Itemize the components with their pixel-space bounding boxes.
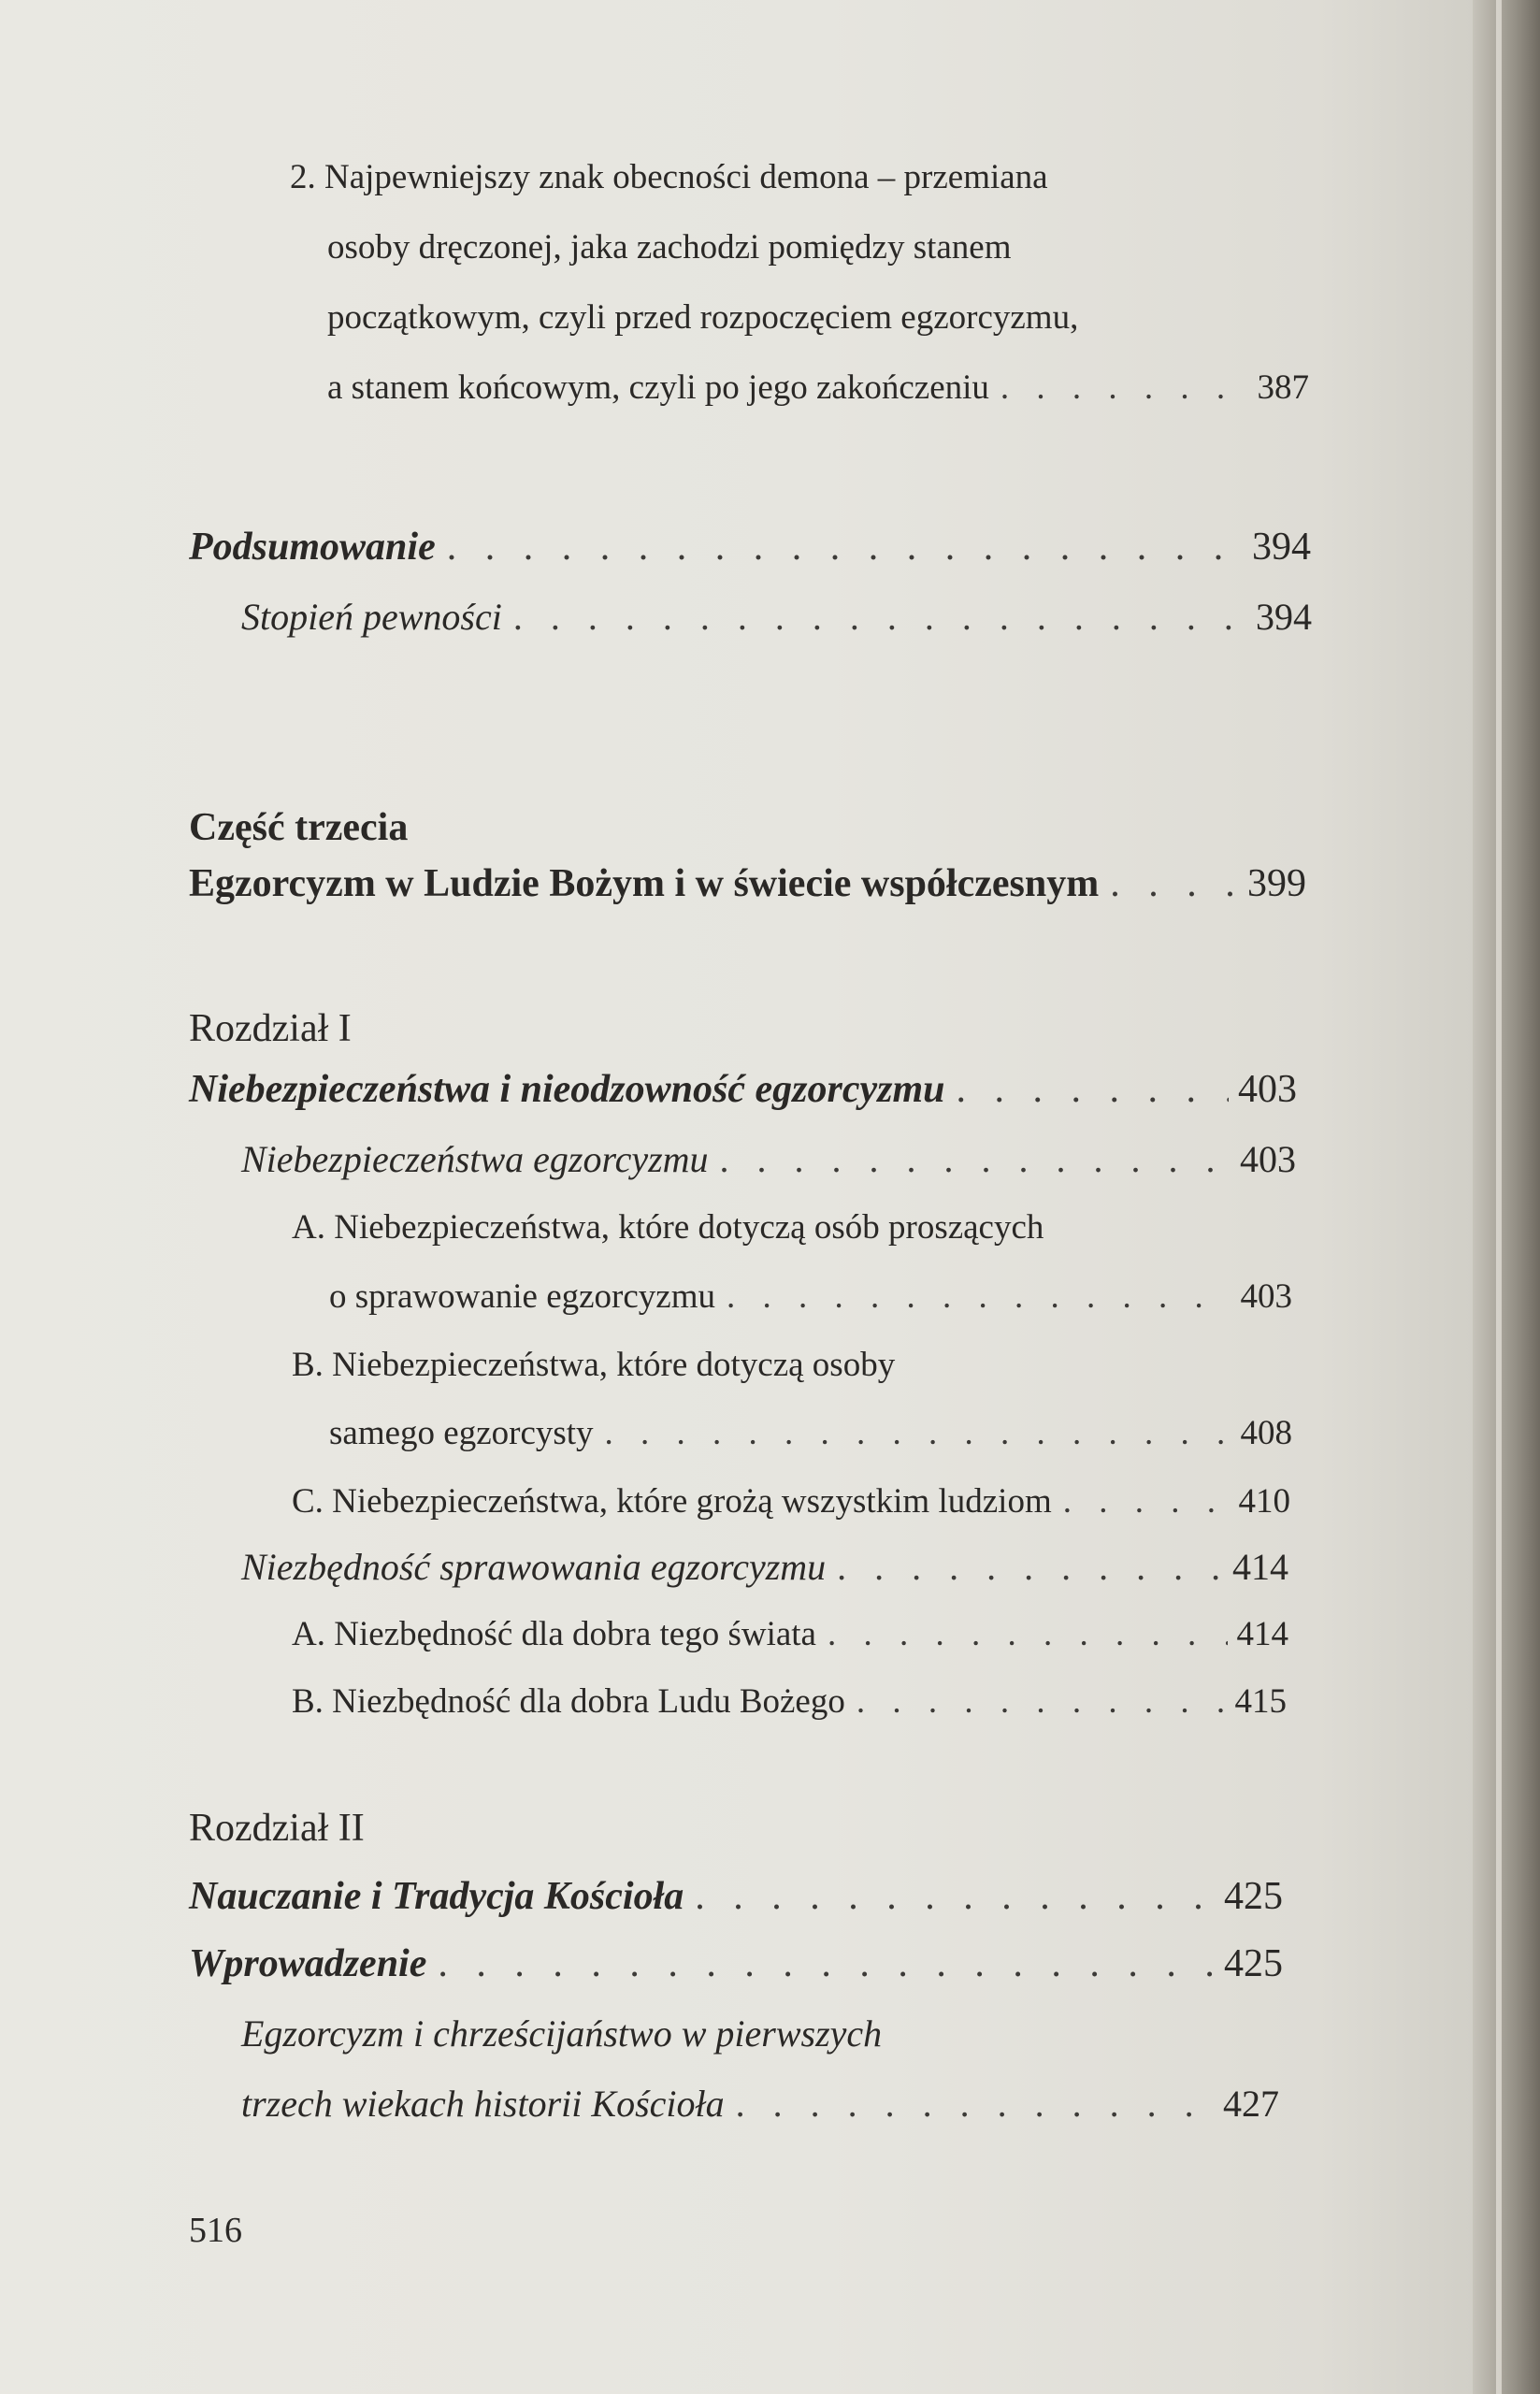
toc-entry xyxy=(292,1474,1290,1530)
toc-entry-line: osoby dręczonej, jaka zachodzi pomiędzy stanem xyxy=(327,228,1012,267)
toc-entry-part xyxy=(189,856,1306,912)
chapter-title: Niebezpieczeństwa i nieodzowność egzorcyzmu xyxy=(189,1068,945,1111)
subsection-line: o sprawowanie egzorcyzmu xyxy=(329,1277,715,1316)
chapter-heading: Rozdział I xyxy=(189,1007,352,1050)
page-number: 387 xyxy=(1257,368,1309,407)
leader-dots xyxy=(438,1936,1215,1992)
subsection-title: C. Niebezpieczeństwa, które grożą wszystkim ludziom xyxy=(292,1482,1052,1521)
part-heading: Część trzecia xyxy=(189,806,409,849)
toc-entry xyxy=(292,1674,1287,1730)
toc-entry-line: początkowym, czyli przed rozpoczęciem egzorcyzmu, xyxy=(327,298,1079,337)
toc-entry-text xyxy=(290,150,1318,206)
page-number: 414 xyxy=(1232,1546,1288,1588)
part-title: Egzorcyzm w Ludzie Bożym i w świecie współczesnym xyxy=(189,862,1100,905)
toc-entry-text xyxy=(327,220,1262,276)
subsection-line: samego egzorcysty xyxy=(329,1414,594,1452)
subsection-line: B. Niebezpieczeństwa, które dotyczą osoby xyxy=(292,1346,896,1384)
leader-dots xyxy=(1000,360,1248,416)
page-number: 410 xyxy=(1238,1482,1290,1521)
subsection-line: A. Niebezpieczeństwa, które dotyczą osób proszących xyxy=(292,1208,1044,1247)
toc-entry-podsumowanie xyxy=(189,519,1311,575)
toc-entry-chapter xyxy=(189,1868,1283,1925)
part-label xyxy=(189,800,937,856)
section-line: Egzorcyzm i chrześcijaństwo w pierwszych xyxy=(241,2012,883,2055)
page-number: 425 xyxy=(1224,1875,1283,1918)
toc-entry-title: Podsumowanie xyxy=(189,526,436,569)
toc-entry-title: Stopień pewności xyxy=(241,596,502,638)
page-number: 415 xyxy=(1234,1682,1287,1721)
leader-dots xyxy=(956,1061,1229,1118)
leader-dots xyxy=(727,1269,1231,1325)
next-page-edge xyxy=(1496,0,1502,2394)
toc-entry xyxy=(327,360,1309,416)
toc-entry-text xyxy=(327,290,1262,346)
page-number: 399 xyxy=(1247,862,1306,905)
toc-entry xyxy=(241,1132,1296,1188)
leader-dots xyxy=(1110,856,1238,912)
section-title: Wprowadzenie xyxy=(189,1942,427,1985)
leader-dots xyxy=(695,1868,1215,1925)
page-number: 403 xyxy=(1240,1277,1292,1316)
leader-dots xyxy=(856,1674,1226,1730)
chapter-heading: Rozdział II xyxy=(189,1807,365,1850)
toc-entry xyxy=(241,1539,1288,1595)
toc-entry-stopien xyxy=(241,589,1312,645)
page-number: 403 xyxy=(1238,1068,1297,1111)
toc-entry-text xyxy=(292,1337,1292,1393)
toc-entry-line: 2. Najpewniejszy znak obecności demona – przemiana xyxy=(290,158,1048,196)
section-line: trzech wiekach historii Kościoła xyxy=(241,2083,725,2125)
section-title: Niezbędność sprawowania egzorcyzmu xyxy=(241,1546,827,1588)
leader-dots xyxy=(605,1406,1231,1462)
leader-dots xyxy=(736,2076,1214,2132)
page-number: 427 xyxy=(1223,2083,1279,2125)
toc-entry-text xyxy=(292,1200,1292,1256)
toc-entry-chapter xyxy=(189,1061,1297,1118)
toc-entry xyxy=(292,1607,1288,1663)
toc-entry xyxy=(329,1269,1292,1325)
chapter-label xyxy=(189,1001,937,1057)
leader-dots xyxy=(513,589,1246,645)
page-number: 425 xyxy=(1224,1942,1283,1985)
section-title: Niebezpieczeństwa egzorcyzmu xyxy=(241,1138,709,1180)
leader-dots xyxy=(837,1539,1223,1595)
page-number: 394 xyxy=(1256,596,1312,638)
page-number: 394 xyxy=(1252,526,1311,569)
page-number: 408 xyxy=(1240,1414,1292,1452)
subsection-title: B. Niezbędność dla dobra Ludu Bożego xyxy=(292,1682,845,1721)
chapter-label xyxy=(189,1800,937,1856)
page-folio: 516 xyxy=(189,2211,242,2250)
toc-entry-line: a stanem końcowym, czyli po jego zakończeniu xyxy=(327,368,989,407)
leader-dots xyxy=(1063,1474,1230,1530)
toc-entry xyxy=(241,2076,1279,2132)
toc-entry xyxy=(189,1936,1283,1992)
page-number: 414 xyxy=(1236,1615,1288,1653)
leader-dots xyxy=(828,1607,1228,1663)
page-number: 403 xyxy=(1240,1138,1296,1180)
leader-dots xyxy=(720,1132,1231,1188)
chapter-title: Nauczanie i Tradycja Kościoła xyxy=(189,1875,684,1918)
toc-entry xyxy=(329,1406,1292,1462)
leader-dots xyxy=(447,519,1243,575)
subsection-title: A. Niezbędność dla dobra tego świata xyxy=(292,1615,816,1653)
toc-entry-text xyxy=(241,2006,1279,2062)
